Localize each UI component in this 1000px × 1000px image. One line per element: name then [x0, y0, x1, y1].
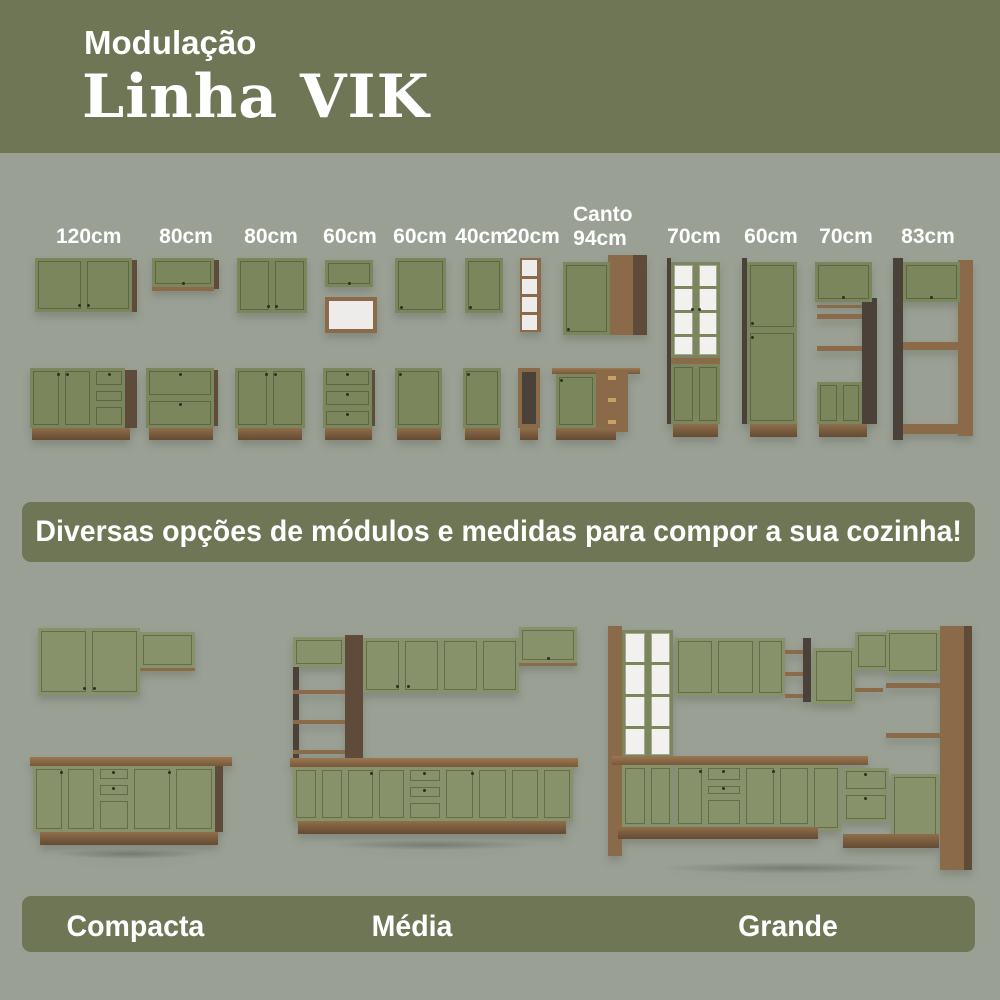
glass-mullion	[625, 662, 645, 665]
toe-kick	[750, 424, 797, 437]
drawer-front	[705, 783, 743, 797]
header-band	[0, 0, 1000, 153]
layout-label-compacta	[63, 910, 203, 944]
drawer-handle	[346, 373, 349, 376]
door-handle	[57, 373, 60, 376]
toe-kick	[32, 428, 130, 440]
module-base-94-corner	[552, 368, 640, 440]
glass-mullion	[699, 310, 717, 313]
drawer-handle	[722, 770, 725, 773]
module-base-80-doors	[235, 368, 305, 440]
door-handle	[930, 296, 933, 299]
banner-text: Diversas opções de módulos e medidas para compor a sua cozinha!	[35, 515, 962, 548]
module-size-label: 60cm	[323, 225, 377, 248]
shelf	[817, 346, 862, 351]
module-wall-60-flip-niche	[325, 260, 377, 333]
door-panel	[622, 765, 648, 827]
toe-kick	[40, 832, 218, 845]
drawer-front	[97, 766, 131, 782]
door-handle	[772, 770, 775, 773]
module-open-shelf-20	[520, 258, 541, 332]
door-panel	[38, 628, 89, 695]
door-panel	[671, 364, 696, 424]
door-panel	[756, 638, 785, 696]
flip-door-panel	[886, 630, 940, 674]
door-panel	[84, 258, 132, 312]
door-panel	[696, 364, 720, 424]
door-handle	[168, 771, 171, 774]
shelf	[903, 424, 958, 434]
door-panel	[648, 765, 673, 827]
cabinet-bottom-trim	[152, 287, 214, 291]
door-panel	[319, 767, 345, 821]
shelf	[293, 750, 345, 754]
glass-mullion	[651, 662, 670, 665]
door-panel	[441, 638, 480, 693]
flip-door-panel	[140, 632, 195, 668]
drawer-front	[407, 767, 443, 784]
cabinet-bottom-trim	[140, 668, 195, 671]
door-panel	[813, 648, 855, 704]
door-panel	[675, 765, 705, 827]
kitchen-media	[288, 612, 580, 860]
drawer-front	[323, 408, 372, 428]
ground-shadow	[288, 838, 578, 852]
door-handle	[274, 373, 277, 376]
module-base-80-drawers	[146, 368, 218, 440]
door-panel	[235, 368, 270, 428]
shelf	[293, 690, 345, 694]
drawer-front	[97, 798, 131, 832]
shelf-interior	[522, 372, 536, 424]
drawer-handle	[423, 789, 426, 792]
shelf	[522, 312, 537, 315]
module-wall-120	[35, 258, 137, 314]
toe-kick	[149, 428, 213, 440]
door-panel	[376, 767, 407, 821]
shelf	[817, 305, 862, 308]
corner-return-panel	[608, 255, 633, 335]
module-tall-70-open	[815, 258, 877, 440]
layout-label-text: Grande	[738, 910, 838, 943]
door-handle	[399, 373, 402, 376]
drawer-handle	[112, 787, 115, 790]
door-panel	[62, 368, 93, 428]
door-panel	[563, 262, 610, 335]
module-wall-40	[465, 258, 505, 313]
door-handle	[370, 772, 373, 775]
drawer-handle	[722, 787, 725, 790]
hinge	[608, 420, 616, 424]
door-handle	[691, 308, 694, 311]
door-handle	[407, 685, 410, 688]
glass-mullion	[651, 726, 670, 729]
toe-kick	[843, 834, 939, 848]
corner-side-panel	[633, 255, 647, 335]
module-base-60-door	[395, 368, 445, 440]
door-panel	[811, 765, 841, 831]
door-handle	[93, 687, 96, 690]
door-handle	[751, 336, 754, 339]
shelf	[522, 294, 537, 297]
layout-label-text: Média	[371, 910, 453, 943]
door-panel	[541, 767, 573, 821]
glass-door	[622, 630, 648, 758]
module-base-20-open	[518, 368, 540, 440]
drawer-handle	[112, 771, 115, 774]
door-handle	[83, 687, 86, 690]
drawer-handle	[864, 773, 867, 776]
glass-mullion	[674, 286, 693, 289]
tower-side-panel	[345, 635, 363, 767]
layout-label-grande	[718, 910, 858, 944]
flip-door-panel	[293, 637, 345, 667]
tower-side-edge	[964, 626, 972, 870]
module-size-label: Canto 94cm	[573, 203, 633, 250]
door-handle	[348, 282, 351, 285]
shelf	[886, 733, 940, 738]
toe-kick	[520, 428, 538, 440]
glass-mullion	[699, 334, 717, 337]
glass-mullion	[651, 694, 670, 697]
door-panel	[131, 766, 173, 832]
open-niche-interior	[329, 301, 373, 329]
toe-kick	[465, 428, 500, 440]
cabinet-side-panel	[215, 766, 223, 832]
drawer-front	[705, 765, 743, 783]
corner-frame	[803, 638, 811, 702]
module-size-label: 80cm	[159, 225, 213, 248]
drawer-handle	[179, 373, 182, 376]
cabinet-side-panel	[132, 260, 137, 312]
door-handle	[469, 306, 472, 309]
cabinet-side-panel	[372, 370, 375, 426]
door-panel	[89, 628, 140, 695]
door-handle	[87, 304, 90, 307]
door-handle	[751, 322, 754, 325]
shelf	[903, 342, 958, 350]
drawer-front	[323, 368, 372, 388]
module-size-label: 60cm	[393, 225, 447, 248]
countertop	[30, 757, 232, 766]
door-handle	[66, 373, 69, 376]
toe-kick	[618, 827, 818, 839]
glass-door	[648, 630, 673, 758]
door-panel	[675, 638, 715, 696]
drawer-handle	[423, 772, 426, 775]
door-panel	[65, 766, 97, 832]
module-wall-60	[395, 258, 446, 313]
cabinet-side-panel	[958, 260, 973, 436]
module-corner-94-wall	[563, 255, 647, 337]
door-panel	[777, 765, 811, 827]
shelf	[886, 683, 940, 688]
module-base-40-door	[463, 368, 503, 440]
shelf	[855, 688, 883, 692]
door-handle	[547, 657, 550, 660]
shelf	[293, 720, 345, 724]
module-wall-80	[237, 258, 307, 313]
door-panel	[395, 368, 442, 428]
glass-mullion	[625, 726, 645, 729]
door-handle	[182, 282, 185, 285]
door-handle	[400, 306, 403, 309]
toe-kick	[298, 821, 566, 834]
door-handle	[60, 771, 63, 774]
door-panel	[476, 767, 509, 821]
shelf	[522, 276, 537, 279]
module-wall-80-flip	[152, 258, 219, 292]
door-handle	[471, 772, 474, 775]
toe-kick	[556, 428, 616, 440]
module-tall-70-glass	[667, 258, 722, 440]
module-size-label: 40cm	[455, 225, 509, 248]
door-panel	[556, 374, 596, 428]
flip-door-panel	[855, 632, 889, 670]
door-handle	[560, 379, 563, 382]
cabinet-bottom-trim	[519, 663, 577, 666]
module-size-label: 60cm	[744, 225, 798, 248]
countertop	[290, 758, 578, 767]
module-size-label: 83cm	[901, 225, 955, 248]
door-panel	[747, 262, 797, 330]
ground-shadow	[604, 860, 980, 876]
hinge	[608, 376, 616, 380]
page-title: Linha VIK	[82, 62, 430, 132]
drawer-front	[93, 404, 125, 428]
hinge	[608, 398, 616, 402]
module-size-label: 80cm	[244, 225, 298, 248]
layout-label-text: Compacta	[66, 910, 205, 943]
door-panel	[480, 638, 519, 693]
door-handle	[275, 305, 278, 308]
shelf	[817, 314, 862, 319]
cabinet-side-panel	[862, 298, 877, 424]
door-panel	[33, 766, 65, 832]
drawer-front	[843, 768, 889, 792]
glass-mullion	[699, 286, 717, 289]
banner	[22, 502, 975, 562]
door-panel	[743, 765, 777, 827]
door-handle	[265, 373, 268, 376]
door-panel	[463, 368, 501, 428]
drawer-handle	[346, 393, 349, 396]
module-tall-83-oven	[893, 258, 973, 440]
drawer-handle	[108, 373, 111, 376]
drawer-handle	[864, 797, 867, 800]
cabinet-side-panel	[125, 370, 137, 428]
door-panel	[465, 258, 503, 313]
door-handle	[842, 296, 845, 299]
drawer-front	[93, 368, 125, 388]
ground-shadow	[25, 847, 235, 861]
door-panel	[30, 368, 62, 428]
drawer-front	[705, 797, 743, 827]
toe-kick	[325, 428, 372, 440]
cabinet-side-panel	[214, 260, 219, 289]
drawer-front	[323, 388, 372, 408]
cabinet-side-panel	[893, 258, 903, 440]
door-panel	[35, 258, 84, 312]
drawer-front	[407, 800, 443, 821]
drawer-handle	[179, 403, 182, 406]
door-handle	[396, 685, 399, 688]
kitchen-grande	[598, 608, 990, 880]
door-handle	[467, 373, 470, 376]
door-panel	[715, 638, 756, 696]
door-panel	[817, 382, 840, 424]
countertop	[612, 756, 868, 765]
door-handle	[699, 770, 702, 773]
tower-side-panel	[608, 626, 622, 856]
door-panel	[747, 330, 797, 424]
glass-mullion	[625, 694, 645, 697]
toe-kick	[238, 428, 302, 440]
door-panel	[840, 382, 862, 424]
module-base-120	[25, 368, 137, 440]
door-panel	[293, 767, 319, 821]
drawer-handle	[346, 413, 349, 416]
cabinet-side-panel	[214, 370, 218, 426]
glass-mullion	[674, 334, 693, 337]
module-base-60-drawers	[323, 368, 375, 440]
module-tall-60	[742, 258, 800, 440]
kitchen-compacta	[25, 615, 240, 863]
toe-kick	[819, 424, 867, 437]
door-panel	[443, 767, 476, 821]
drawer-front	[407, 784, 443, 800]
door-handle	[267, 305, 270, 308]
module-size-label: 70cm	[667, 225, 721, 248]
door-panel	[345, 767, 376, 821]
header-subtitle: Modulação	[84, 24, 257, 61]
drawer-front	[97, 782, 131, 798]
door-handle	[698, 308, 701, 311]
module-size-label: 70cm	[819, 225, 873, 248]
door-panel	[173, 766, 215, 832]
module-size-label: 20cm	[506, 225, 560, 248]
toe-kick	[673, 424, 718, 437]
toe-kick	[397, 428, 441, 440]
door-handle	[78, 304, 81, 307]
glass-mullion	[674, 310, 693, 313]
door-panel	[509, 767, 541, 821]
door-panel	[270, 368, 305, 428]
door-handle	[567, 328, 570, 331]
drawer-front	[93, 388, 125, 404]
module-size-label: 120cm	[56, 225, 122, 248]
door-panel	[395, 258, 446, 313]
layout-label-media	[342, 910, 482, 944]
